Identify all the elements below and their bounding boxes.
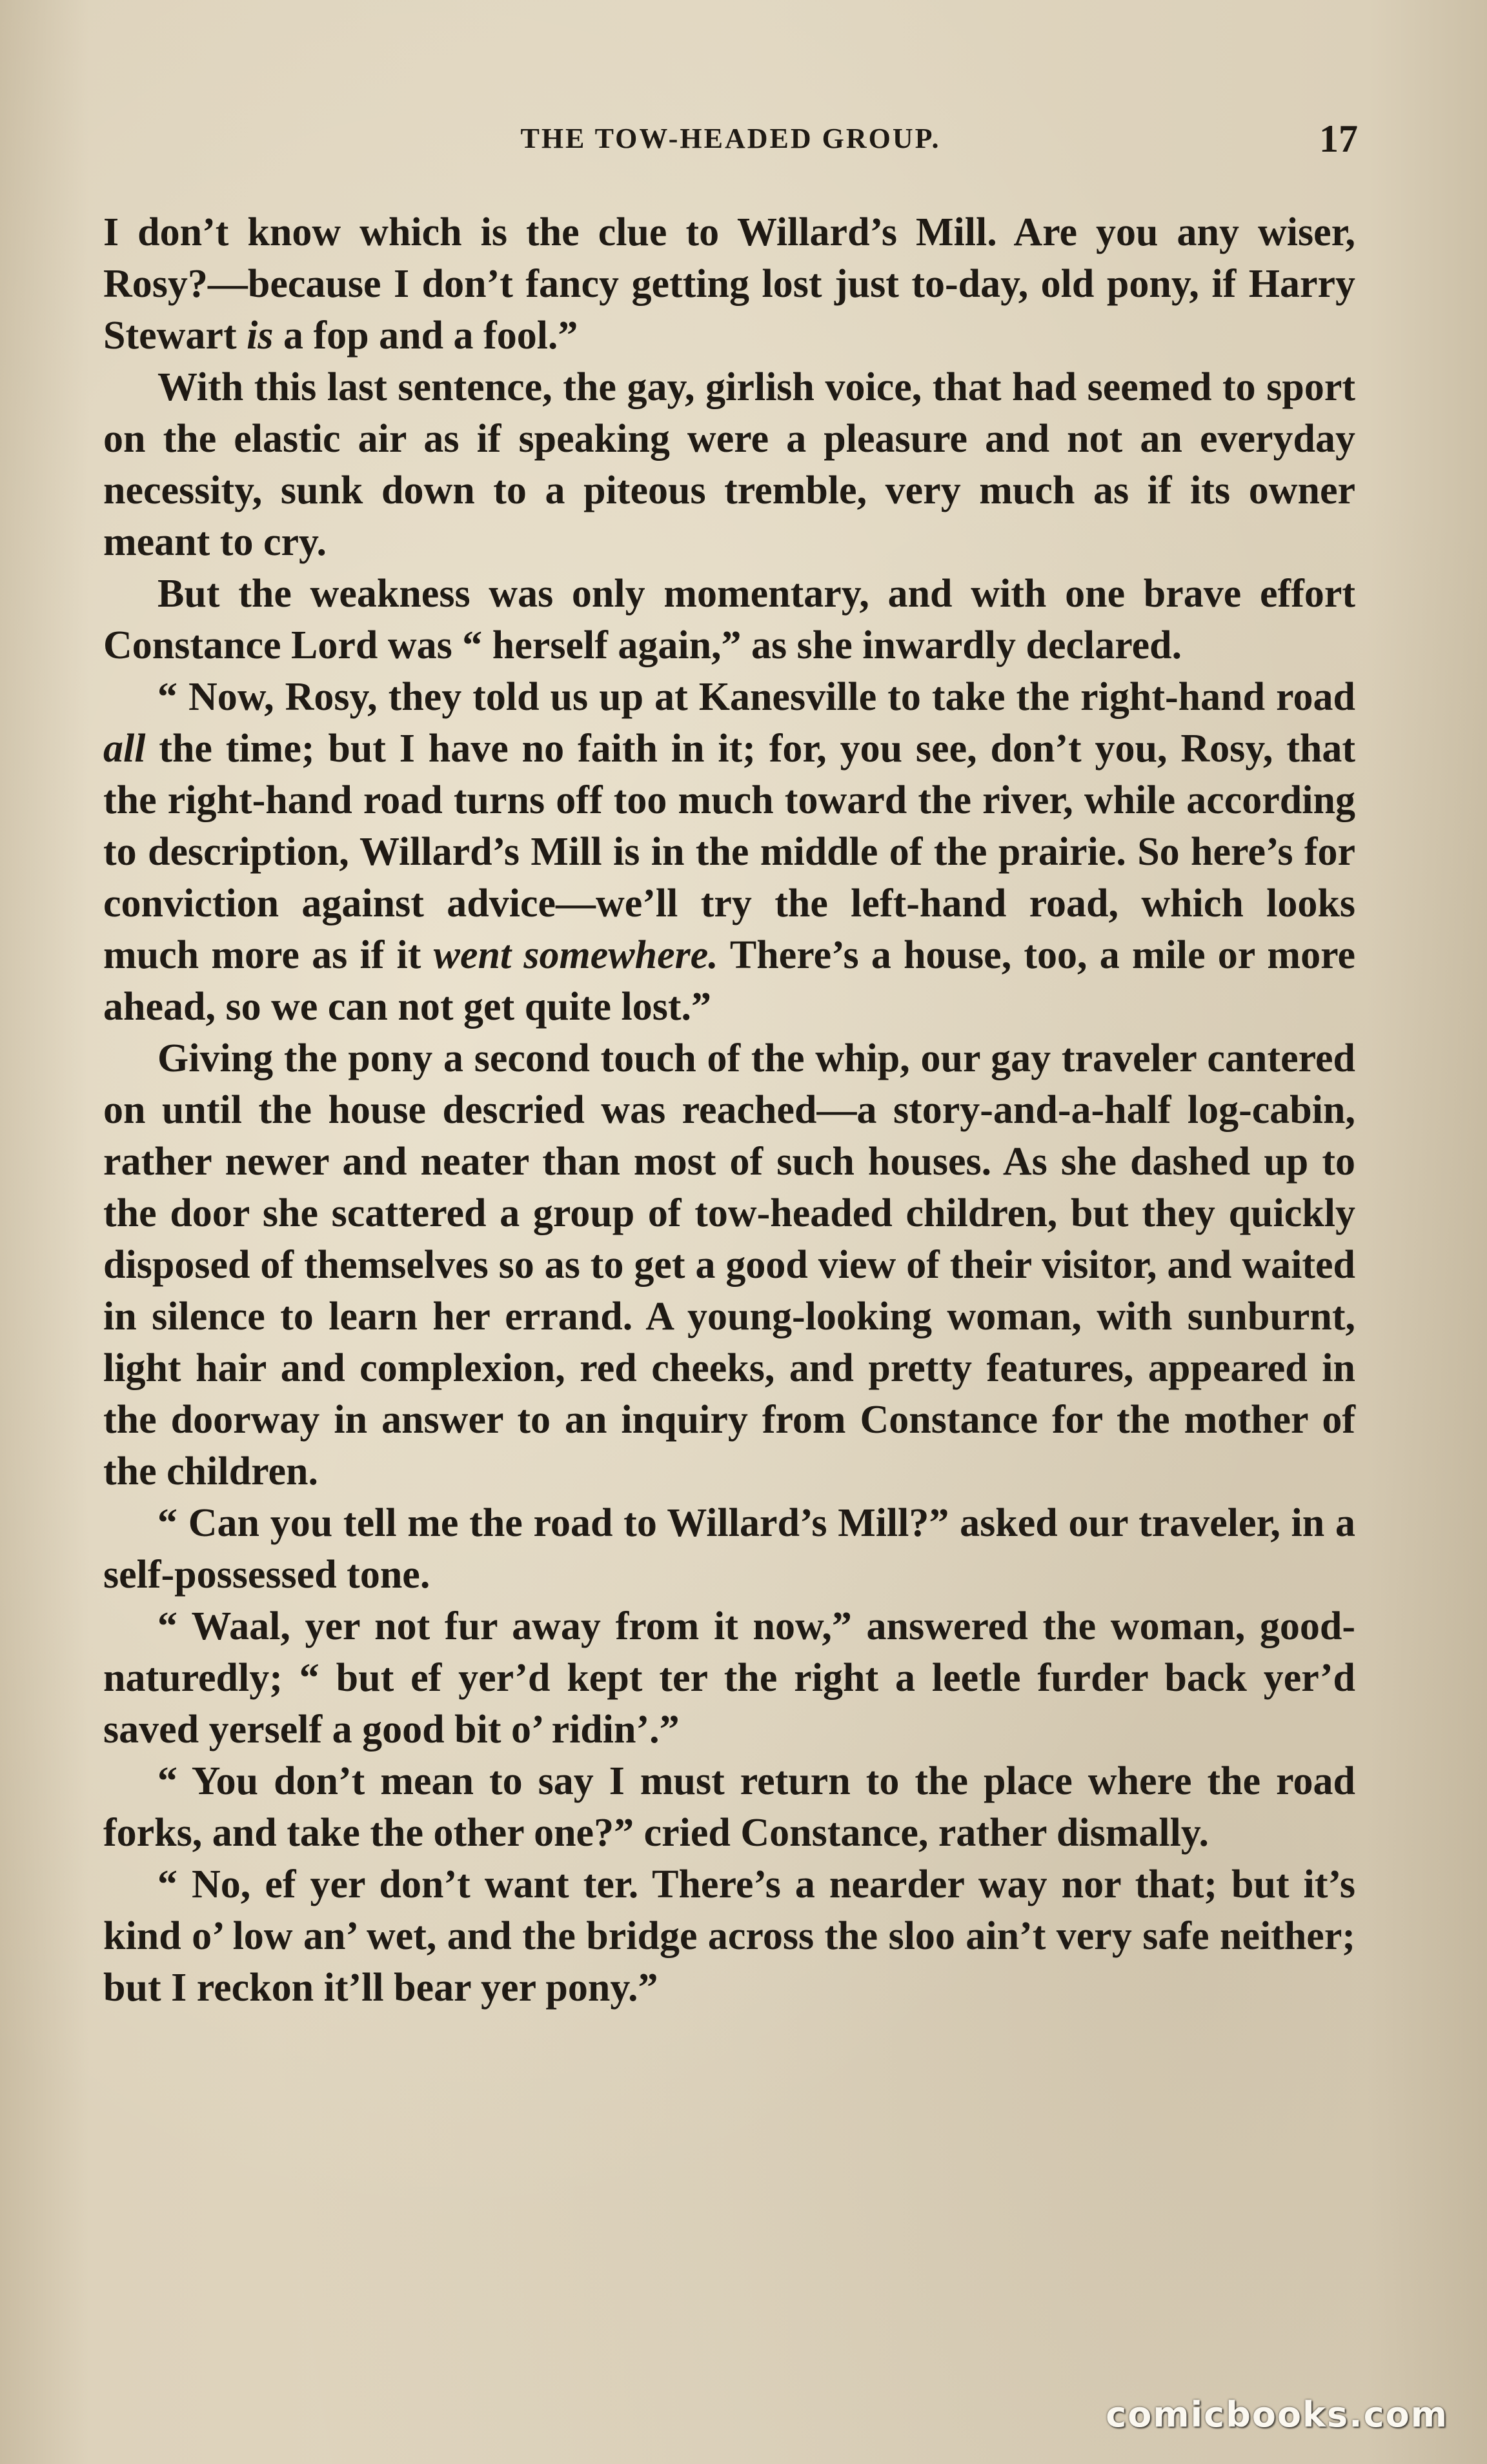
paragraph bbox=[103, 1497, 1355, 1601]
paragraph-text: There’s a house, too, a mile or more ahead, so we can not get quite lost.” bbox=[103, 933, 1355, 1029]
page-header bbox=[103, 116, 1358, 161]
paragraph-text: I don’t know which is the clue to Willard’s Mill. Are you any wiser, Rosy?—because I don’t fancy getting lost just to-day, old pony, if Harry Stewart bbox=[103, 210, 1355, 358]
paragraph-text: “ No, ef yer don’t want ter. There’s a nearder way nor that; but it’s kind o’ low an’ wet, and the bridge across the sloo ain’t very safe neither; but I reckon it’ll bear yer pony.” bbox=[103, 1863, 1355, 2010]
paragraph bbox=[103, 568, 1355, 671]
page-number: 17 bbox=[1319, 117, 1358, 160]
paragraph-text: “ Now, Rosy, they told us up at Kanesville to take the right-hand road bbox=[157, 675, 1355, 719]
paragraph bbox=[103, 1859, 1355, 2014]
paragraph-text: “ You don’t mean to say I must return to the place where the road forks, and take the other one?” cried Constance, rather dismally. bbox=[103, 1759, 1355, 1855]
paragraph-text: Giving the pony a second touch of the whip, our gay traveler cantered on until the house descried was reached—a story-and-a-half log-cabin, rather newer and neater than most of such houses. As she dashed up to the door she scattered a group of tow-headed children, but they quickly disposed of themselves so as to get a good view of their visitor, and waited in silence to learn her errand. A young-looking woman, with sunburnt, light hair and complexion, red cheeks, and pretty features, appeared in the doorway in answer to an inquiry from Constance for the mother of the children. bbox=[103, 1036, 1355, 1493]
italic-text: went somewhere. bbox=[433, 933, 718, 977]
italic-text: is bbox=[247, 314, 274, 358]
watermark: comicbooks.com bbox=[1106, 2394, 1448, 2435]
paragraph-text: With this last sentence, the gay, girlish voice, that had seemed to sport on the elastic air as if speaking were a pleasure and not an everyday necessity, sunk down to a piteous tremble, very much as if its owner meant to cry. bbox=[103, 365, 1355, 564]
paragraph-text: a fop and a fool.” bbox=[273, 314, 578, 358]
paragraph bbox=[103, 1601, 1355, 1755]
paragraph-text: the time; but I have no faith in it; for, you see, don’t you, Rosy, that the right-hand road turns off too much toward the river, while according to description, Willard’s Mill is in the middle of the prairie. So here’s for conviction against advice—we’ll try the left-hand road, which looks much more as if it bbox=[103, 727, 1355, 977]
paragraph-text: But the weakness was only momentary, and with one brave effort Constance Lord was “ herself again,” as she inwardly declared. bbox=[103, 572, 1355, 667]
paragraph-text: “ Can you tell me the road to Willard’s Mill?” asked our traveler, in a self-possessed tone. bbox=[103, 1501, 1355, 1597]
paragraph bbox=[103, 1033, 1355, 1497]
italic-text: all bbox=[103, 727, 146, 771]
paragraph bbox=[103, 671, 1355, 1033]
paragraph bbox=[103, 1755, 1355, 1859]
running-head: THE TOW-HEADED GROUP. bbox=[520, 123, 941, 154]
paragraph bbox=[103, 207, 1355, 361]
body-text bbox=[103, 207, 1355, 2014]
paragraph-text: “ Waal, yer not fur away from it now,” answered the woman, good-naturedly; “ but ef yer’d kept ter the right a leetle furder back yer’d saved yerself a good bit o’ ridin’.” bbox=[103, 1604, 1355, 1752]
paragraph bbox=[103, 361, 1355, 568]
